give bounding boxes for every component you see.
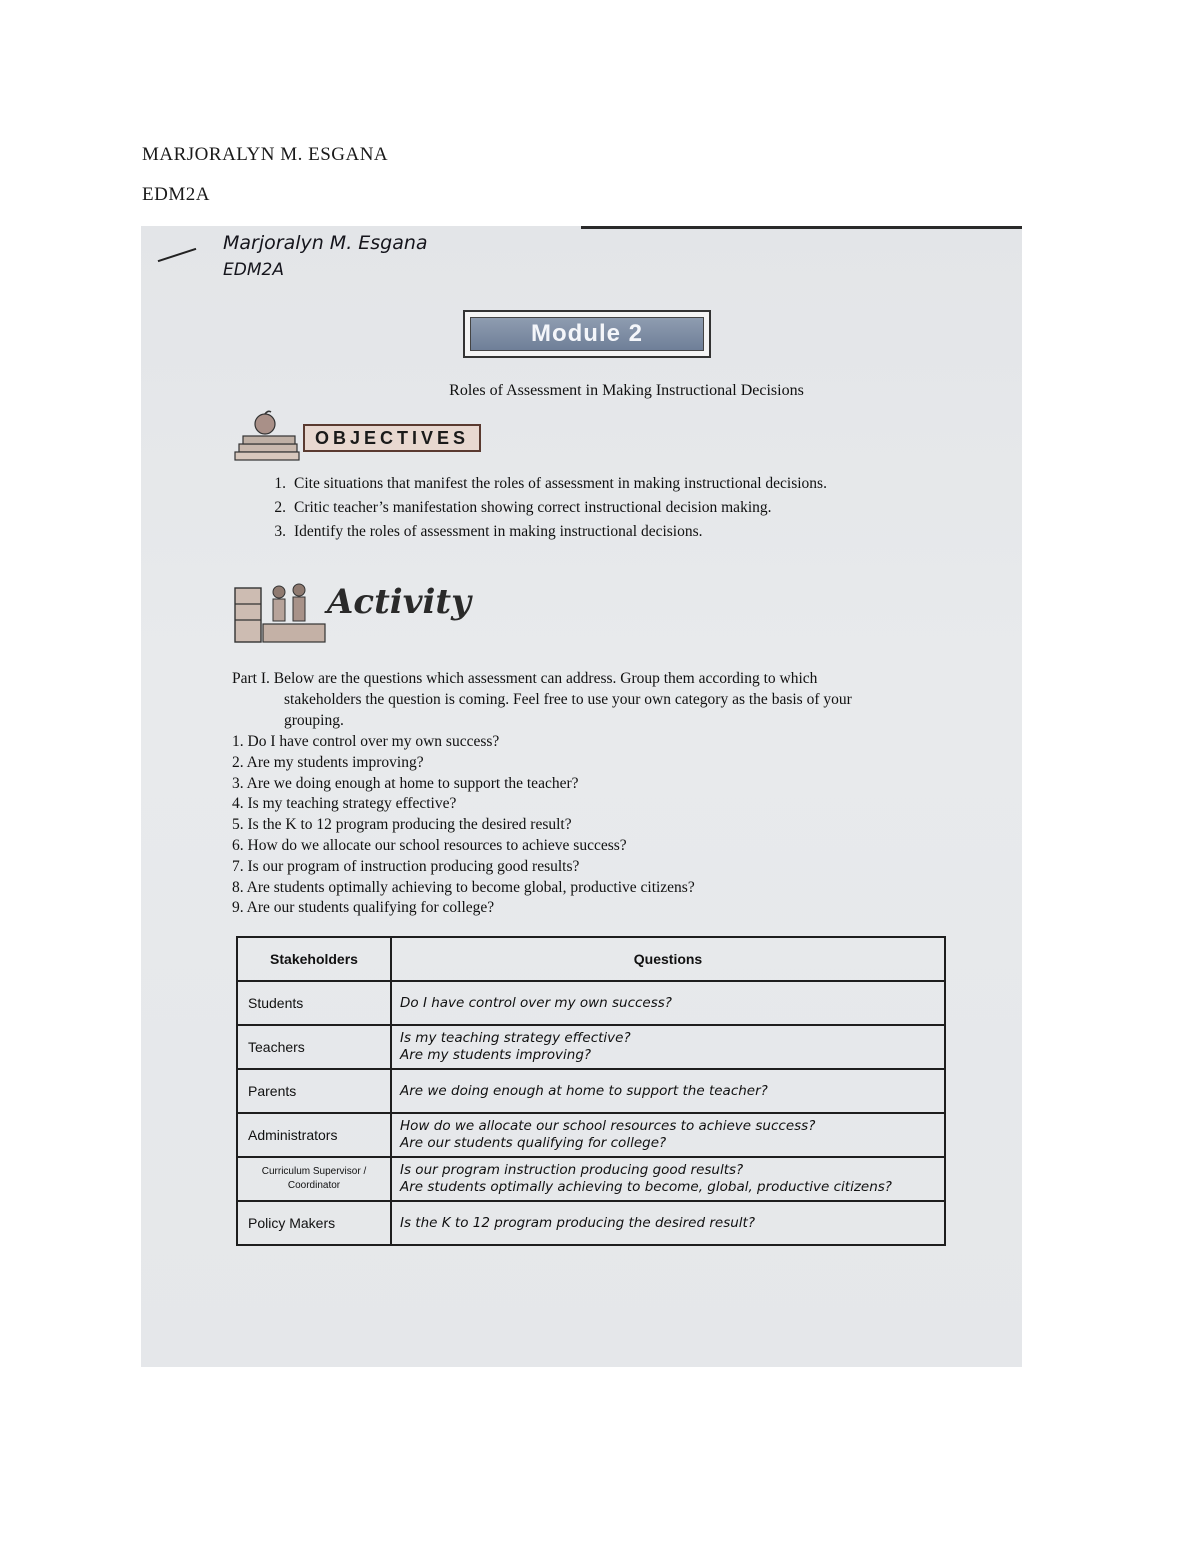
books-apple-icon xyxy=(233,410,303,462)
classroom-kids-icon xyxy=(233,578,327,648)
question-item: 7. Is our program of instruction producing good results? xyxy=(232,857,580,875)
part-one-instructions: Part I. Below are the questions which assessment can address. Group them according to which stakeholders the question is coming. Feel free to use your own category as the basis of your grouping. xyxy=(232,670,852,729)
pen-mark xyxy=(158,248,197,262)
handwritten-answer: Are students optimally achieving to become, global, productive citizens? xyxy=(400,1179,892,1195)
lesson-title: Roles of Assessment in Making Instructional Decisions xyxy=(449,382,804,399)
question-item: 9. Are our students qualifying for college? xyxy=(232,899,495,917)
module-label: Module 2 xyxy=(470,317,704,351)
handwritten-course: EDM2A xyxy=(223,260,284,280)
question-item: 8. Are students optimally achieving to become global, productive citizens? xyxy=(232,878,695,896)
question-item: 1. Do I have control over my own success? xyxy=(232,733,500,750)
stakeholder-cell: Curriculum Supervisor / Coordinator xyxy=(237,1157,391,1201)
stakeholder-cell: Parents xyxy=(237,1069,391,1113)
table-row xyxy=(237,1157,945,1201)
table-row xyxy=(237,1025,945,1069)
question-item: 6. How do we allocate our school resources to achieve success? xyxy=(232,836,627,854)
objective-item: 3. Identify the roles of assessment in making instructional decisions. xyxy=(274,523,703,540)
answer-cell xyxy=(391,1113,945,1157)
course-code: EDM2A xyxy=(142,184,210,205)
stakeholder-cell: Administrators xyxy=(237,1113,391,1157)
question-item: 3. Are we doing enough at home to support the teacher? xyxy=(232,774,579,792)
objectives-banner: OBJECTIVES xyxy=(303,424,481,452)
table-row xyxy=(237,1201,945,1245)
stakeholder-cell: Students xyxy=(237,981,391,1025)
activity-title: Activity xyxy=(327,582,471,622)
handwritten-answer: Is our program instruction producing good results? xyxy=(400,1162,744,1178)
module-badge xyxy=(463,310,711,358)
handwritten-answer: Are our students qualifying for college? xyxy=(400,1135,667,1151)
handwritten-answer: Do I have control over my own success? xyxy=(400,994,672,1011)
table-row xyxy=(237,1113,945,1157)
worksheet-photo xyxy=(141,226,1022,1367)
answer-cell xyxy=(391,1025,945,1069)
column-header-stakeholders: Stakeholders xyxy=(237,937,391,981)
author-name: MARJORALYN M. ESGANA xyxy=(142,144,389,165)
table-header-row xyxy=(237,937,945,981)
answer-cell xyxy=(391,981,945,1025)
table-row xyxy=(237,1069,945,1113)
answer-cell xyxy=(391,1157,945,1201)
stakeholders-table xyxy=(236,936,946,1246)
handwritten-answer: Is my teaching strategy effective? xyxy=(400,1030,631,1046)
table-row xyxy=(237,981,945,1025)
objective-item: 2. Critic teacher’s manifestation showing correct instructional decision making. xyxy=(274,499,772,516)
handwritten-answer: Is the K to 12 program producing the desired result? xyxy=(400,1214,755,1231)
column-header-questions: Questions xyxy=(391,937,945,981)
stakeholder-cell: Teachers xyxy=(237,1025,391,1069)
answer-cell xyxy=(391,1201,945,1245)
question-item: 5. Is the K to 12 program producing the desired result? xyxy=(232,816,572,834)
handwritten-answer: Are my students improving? xyxy=(400,1047,592,1063)
photo-edge-shadow xyxy=(581,226,1022,229)
stakeholder-cell: Policy Makers xyxy=(237,1201,391,1245)
question-item: 2. Are my students improving? xyxy=(232,753,424,771)
question-item: 4. Is my teaching strategy effective? xyxy=(232,795,457,813)
objectives-list xyxy=(256,472,827,544)
objective-item: 1. Cite situations that manifest the roles of assessment in making instructional decisions. xyxy=(274,475,827,492)
handwritten-answer: How do we allocate our school resources to achieve success? xyxy=(400,1118,816,1134)
answer-cell xyxy=(391,1069,945,1113)
handwritten-name: Marjoralyn M. Esgana xyxy=(223,232,428,254)
handwritten-answer: Are we doing enough at home to support the teacher? xyxy=(400,1082,768,1099)
questions-list xyxy=(232,732,695,919)
